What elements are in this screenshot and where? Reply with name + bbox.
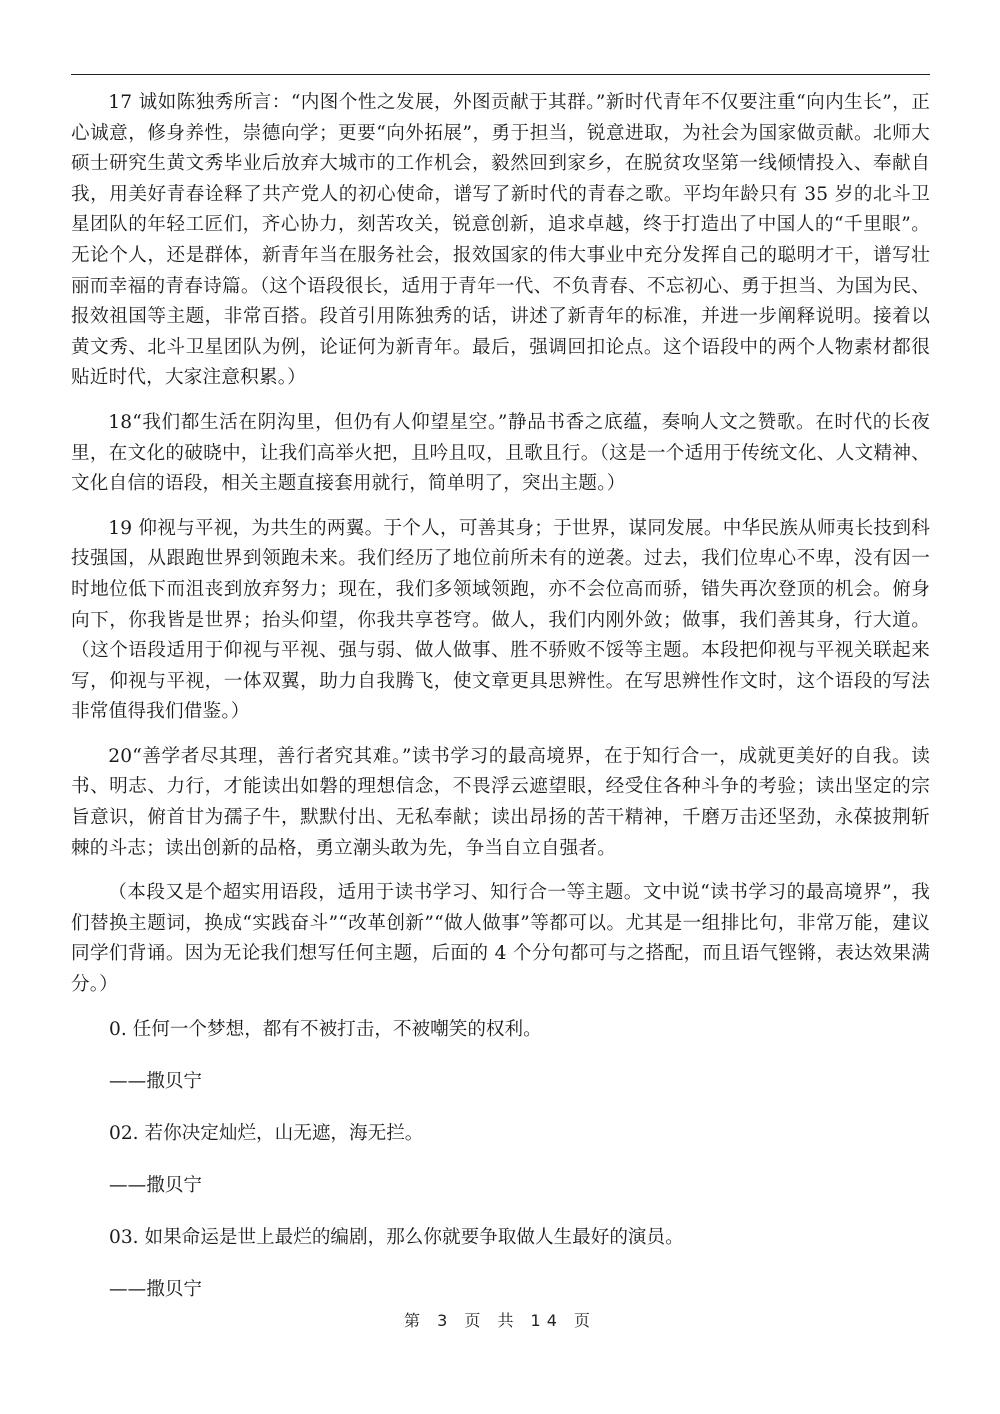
paragraph-20-note: （本段又是个超实用语段，适用于读书学习、知行合一等主题。文中说“读书学习的最高境界”，我们替换主题词，换成“实践奋斗”“改革创新”“做人做事”等都可以。尤其是一组排比句，非常万能，建议同学们背诵。因为无论我们想写任何主题，后面的 4 个分句都可与之搭配，而且语气铿锵，表达效果满分。） [71,882,930,996]
quote-attribution: ——撒贝宁 [109,1174,202,1196]
document-body [71,88,930,1305]
quote-attribution: ——撒贝宁 [109,1278,202,1300]
paragraph-19: 19 仰视与平视，为共生的两翼。于个人，可善其身；于世界，谋同发展。中华民族从师夷长技到科技强国，从跟跑世界到领跑未来。我们经历了地位前所未有的逆袭。过去，我们位卑心不卑，没有因一时地位低下而沮丧到放弃努力；现在，我们多领域领跑，亦不会位高而骄，错失再次登顶的机会。俯身向下，你我皆是世界；抬头仰望，你我共享苍穹。做人，我们内刚外敛；做事，我们善其身，行大道。（这个语段适用于仰视与平视、强与弱、做人做事、胜不骄败不馁等主题。本段把仰视与平视关联起来写，仰视与平视，一体双翼，助力自我腾飞，使文章更具思辨性。在写思辨性作文时，这个语段的写法非常值得我们借鉴。） [71,517,930,723]
page-number: 第 3 页 共 14 页 [404,1311,596,1330]
header-rule [71,74,930,75]
paragraph-17: 17 诚如陈独秀所言：“内图个性之发展，外图贡献于其群。”新时代青年不仅要注重“向内生长”，正心诚意，修身养性，崇德向学；更要“向外拓展”，勇于担当，锐意进取，为社会为国家做贡献。北师大硕士研究生黄文秀毕业后放弃大城市的工作机会，毅然回到家乡，在脱贫攻坚第一线倾情投入、奉献自我，用美好青春诠释了共产党人的初心使命，谱写了新时代的青春之歌。平均年龄只有 35 岁的北斗卫星团队的年轻工匠们，齐心协力，刻苦攻关，锐意创新，追求卓越，终于打造出了中国人的“千里眼”。无论个人，还是群体，新青年当在服务社会，报效国家的伟大事业中充分发挥自己的聪明才干，谱写壮丽而幸福的青春诗篇。（这个语段很长，适用于青年一代、不负青春、不忘初心、勇于担当、为国为民、报效祖国等主题，非常百搭。段首引用陈独秀的话，讲述了新青年的标准，并进一步阐释说明。接着以黄文秀、北斗卫星团队为例，论证何为新青年。最后，强调回扣论点。这个语段中的两个人物素材都很贴近时代，大家注意积累。） [71,92,930,389]
quote-attribution: ——撒贝宁 [109,1070,202,1092]
quote-block-1 [71,1015,930,1119]
quote-block-2 [71,1119,930,1223]
quote-text: 02. 若你决定灿烂，山无遮，海无拦。 [109,1122,424,1144]
paragraph-20: 20“善学者尽其理，善行者究其难。”读书学习的最高境界，在于知行合一，成就更美好的自我。读书、明志、力行，才能读出如磐的理想信念，不畏浮云遮望眼，经受住各种斗争的考验；读出坚定的宗旨意识，俯首甘为孺子牛，默默付出、无私奉献；读出昂扬的苦干精神，千磨万击还坚劲，永葆披荆斩棘的斗志；读出创新的品格，勇立潮头敢为先，争当自立自强者。 [71,745,930,859]
quote-text: 03. 如果命运是世上最烂的编剧，那么你就要争取做人生最好的演员。 [109,1226,684,1248]
quote-text: 0. 任何一个梦想，都有不被打击，不被嘲笑的权利。 [109,1018,542,1040]
quote-block-3 [71,1223,930,1305]
paragraph-18: 18“我们都生活在阴沟里，但仍有人仰望星空。”静品书香之底蕴，奏响人文之赞歌。在时代的长夜里，在文化的破晓中，让我们高举火把，且吟且叹，且歌且行。（这是一个适用于传统文化、人文精神、文化自信的语段，相关主题直接套用就行，简单明了，突出主题。） [71,411,930,495]
